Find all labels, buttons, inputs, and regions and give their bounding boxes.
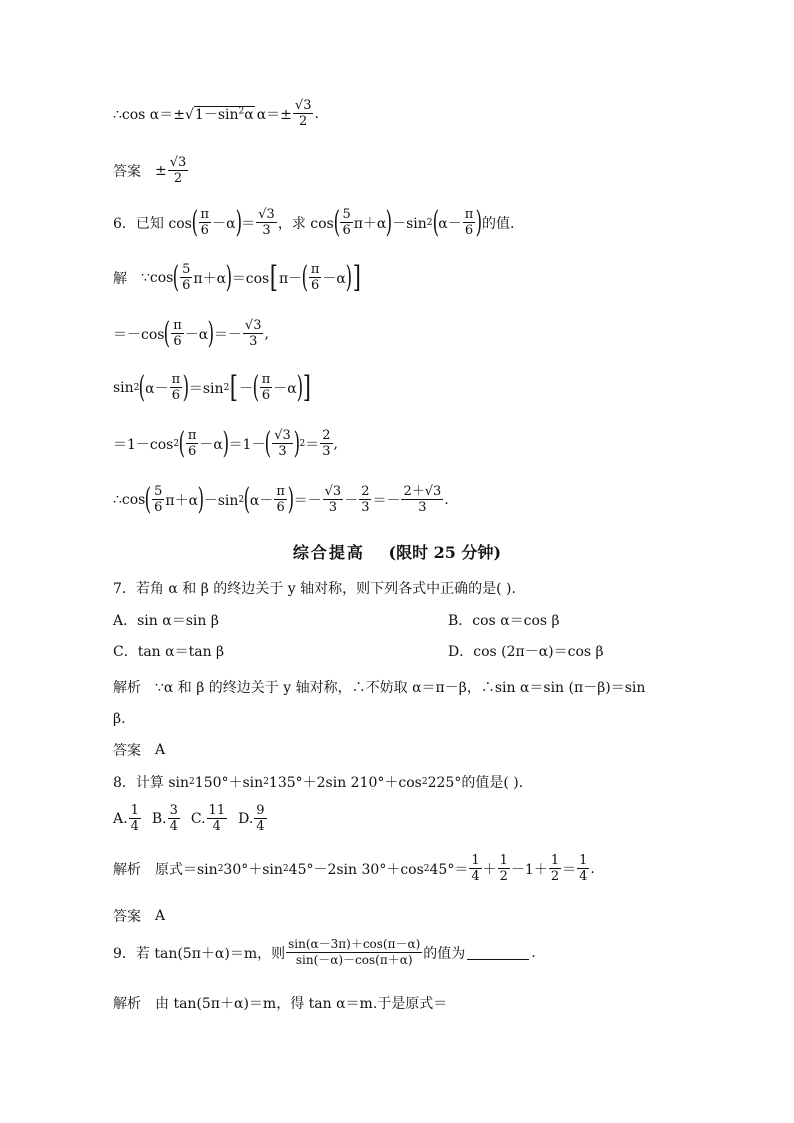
answer-label: 答案 (113, 909, 141, 925)
text: －α (184, 326, 209, 343)
analysis-7 (113, 677, 645, 697)
paren: ( (243, 481, 251, 517)
fraction (293, 98, 314, 129)
numerator: 5 (182, 262, 191, 277)
denominator: 4 (130, 819, 139, 834)
text: . (444, 491, 449, 508)
denominator: 2 (499, 869, 508, 884)
text: ＝ (562, 861, 577, 878)
text: α＝± (256, 106, 292, 123)
option-a-label: A. (113, 810, 128, 827)
numerator: 2＋√3 (403, 484, 442, 499)
superscript: 2 (223, 382, 230, 393)
denominator: 6 (261, 388, 271, 403)
text: π－ (278, 270, 303, 287)
denominator: 6 (200, 223, 209, 238)
fraction (180, 262, 192, 293)
superscript: 2 (133, 382, 140, 393)
text: π＋α (165, 492, 199, 509)
sqrt-expr: $√1-\sin^2\alpha$ (185, 105, 254, 123)
text: π＋α (193, 270, 227, 287)
denominator: 3 (249, 334, 258, 349)
text: ＝1－cos (113, 436, 174, 453)
text: －sin (203, 492, 239, 509)
superscript: 2 (421, 777, 428, 787)
fraction (309, 262, 322, 293)
numerator: π (464, 207, 474, 222)
paren: ) (296, 369, 303, 405)
answer-label: 答案 (113, 743, 141, 759)
text: － (239, 380, 254, 397)
fraction (186, 428, 199, 459)
text: 225°的值是( ). (427, 775, 524, 791)
denominator: 3 (278, 444, 287, 459)
fraction (340, 207, 352, 238)
analysis-text: ∵α 和 β 的终边关于 y 轴对称，∴不妨取 α＝π－β，∴sin α＝sin (π－β)＝sin (155, 680, 646, 696)
denominator: 4 (256, 819, 265, 834)
numerator: π (173, 318, 182, 333)
numerator: √3 (244, 318, 262, 333)
paren: ) (222, 425, 229, 461)
analysis-8 (113, 853, 595, 884)
superscript: 2 (426, 217, 433, 228)
paren: ) (293, 425, 300, 461)
numerator: 9 (256, 803, 265, 818)
paren: ( (173, 259, 180, 295)
text: π＋α (353, 215, 387, 232)
paren: ) (287, 481, 294, 517)
text: －α (273, 380, 297, 397)
text: 9．若 tan(5π＋α)＝m，则 (113, 945, 286, 962)
numerator: 1 (499, 853, 508, 868)
text: 的值为 (423, 945, 466, 962)
numerator: 3 (169, 803, 178, 818)
numerator: π (276, 484, 285, 499)
answer-label: 答案 (113, 163, 141, 180)
denominator: 2 (173, 171, 183, 186)
numerator: 2 (361, 484, 370, 499)
paren: ) (386, 204, 393, 240)
text: , (264, 325, 269, 342)
fraction (320, 428, 332, 459)
fraction (243, 318, 264, 349)
denominator: 3 (418, 500, 427, 515)
paren: ) (475, 204, 483, 240)
text: ± (155, 162, 167, 179)
text: ＝－ (213, 326, 242, 343)
line-cos-alpha (113, 98, 319, 129)
paren: ( (139, 369, 146, 405)
text: 30°＋sin (223, 861, 283, 878)
option-b: B．cos α＝cos β (448, 613, 560, 629)
paren: ( (178, 425, 186, 461)
text: －α (322, 270, 346, 287)
text: 45°＝ (429, 861, 469, 878)
paren: ( (333, 204, 340, 240)
question-8-options (113, 803, 268, 834)
period: . (314, 105, 319, 122)
option-d: D．cos (2π－α)＝cos β (448, 644, 604, 660)
text: ＝sin (188, 380, 224, 397)
denominator: sin(－α)－cos(π＋α) (295, 953, 413, 967)
superscript: 2 (299, 438, 306, 449)
text: sin (113, 379, 134, 396)
analysis-text: 由 tan(5π＋α)＝m，得 tan α＝m.于是原式＝ (155, 996, 448, 1012)
text: 的值. (481, 215, 515, 232)
solution-6-line-3 (113, 369, 312, 405)
text: －α (212, 215, 236, 232)
denominator: 2 (299, 114, 308, 129)
text: α－ (438, 215, 462, 232)
text: . (590, 860, 595, 877)
answer-blank[interactable] (467, 945, 529, 960)
solution-6-line-2 (113, 315, 269, 351)
fraction (256, 207, 277, 238)
question-6 (113, 204, 515, 240)
fraction (577, 853, 589, 884)
text: ＝ (305, 436, 320, 453)
numerator: 1 (579, 853, 588, 868)
paren: ( (432, 204, 439, 240)
option-a: A．sin α＝sin β (113, 613, 219, 629)
text: ＝1－ (228, 436, 266, 453)
superscript: 2 (238, 494, 245, 505)
text: －sin (392, 215, 427, 232)
analysis-9 (113, 993, 447, 1013)
paren: ( (191, 204, 198, 240)
option-c-label: C. (190, 810, 206, 827)
text: ＝－cos (113, 326, 165, 343)
analysis-label: 解析 (113, 680, 141, 696)
bracket: ] (352, 259, 361, 295)
question-7 (113, 578, 516, 598)
fraction (199, 207, 212, 238)
option-c: C．tan α＝tan β (113, 644, 225, 660)
text: － (344, 492, 359, 509)
denominator: 4 (169, 819, 178, 834)
solution-6-line-5 (113, 481, 449, 517)
numerator: √3 (274, 428, 291, 443)
text: 135°＋2sin 210°＋cos (268, 775, 422, 791)
numerator: √3 (258, 207, 275, 222)
fraction (168, 155, 189, 186)
fraction (463, 207, 476, 238)
question-9 (113, 937, 536, 968)
text: ∵cos (141, 269, 174, 286)
option-b-label: B. (151, 810, 167, 827)
denominator: 3 (328, 500, 338, 515)
answer-7 (113, 740, 165, 760)
numerator: π (171, 372, 181, 387)
fraction (323, 484, 344, 515)
text: 150°＋sin (194, 775, 264, 791)
text: ＝－ (293, 492, 322, 509)
fraction (129, 803, 141, 834)
analysis-label: 解析 (113, 996, 141, 1012)
fraction (152, 484, 164, 515)
paren: ) (182, 369, 190, 405)
fraction (549, 853, 561, 884)
answer-value: A (155, 742, 166, 758)
text: －α (199, 436, 223, 453)
denominator: 4 (212, 819, 221, 834)
paren: ( (265, 425, 272, 461)
analysis-label: 解析 (113, 861, 141, 878)
text: ∴cos α＝± (113, 106, 185, 123)
superscript: 2 (282, 863, 289, 874)
denominator: 4 (579, 869, 588, 884)
paren: ) (235, 204, 242, 240)
text: 原式＝sin (155, 861, 218, 878)
text: ＋ (482, 861, 497, 878)
radicand: 1－sin (194, 106, 239, 123)
fraction (401, 484, 443, 515)
denominator: 3 (322, 444, 331, 459)
solution-6-line-1 (113, 259, 361, 295)
denominator: 6 (154, 500, 163, 515)
paren: ( (252, 369, 260, 405)
text: ＝－ (372, 492, 401, 509)
text: , (333, 435, 338, 452)
denominator: 2 (550, 869, 560, 884)
denominator: 6 (310, 278, 320, 293)
paren: ) (197, 481, 205, 517)
numerator: 5 (154, 484, 163, 499)
section-time: (限时 25 分钟) (388, 543, 502, 562)
text: 8．计算 sin (113, 775, 190, 791)
denominator: 3 (262, 223, 271, 238)
numerator: √3 (169, 155, 187, 170)
denominator: 6 (342, 223, 351, 238)
section-heading (0, 540, 794, 563)
bracket: ] (303, 369, 312, 405)
denominator: 4 (471, 869, 480, 884)
numerator: 1 (130, 803, 139, 818)
fraction (254, 803, 266, 834)
option-d-label: D. (238, 810, 254, 827)
numerator: 1 (471, 853, 480, 868)
analysis-text: β. (113, 711, 126, 727)
denominator: 6 (171, 388, 181, 403)
denominator: 6 (464, 223, 474, 238)
text: ，求 cos (277, 215, 334, 232)
fraction (274, 484, 287, 515)
numerator: √3 (324, 484, 342, 499)
numerator: π (187, 428, 197, 443)
superscript: 2 (189, 777, 195, 787)
denominator: 6 (182, 278, 191, 293)
denominator: 6 (173, 334, 182, 349)
superscript: 2 (238, 105, 245, 116)
answer-8 (113, 906, 165, 926)
fraction (207, 803, 228, 834)
question-stem: 7．若角 α 和 β 的终边关于 y 轴对称，则下列各式中正确的是( ). (113, 581, 516, 597)
paren: ) (207, 315, 215, 351)
numerator: sin(α－3π)＋cos(π－α) (288, 937, 421, 951)
text: 6．已知 cos (113, 215, 192, 232)
fraction (170, 372, 183, 403)
paren: ) (225, 259, 233, 295)
text: ＝cos (231, 270, 270, 287)
superscript: 2 (263, 777, 269, 787)
paren: ( (164, 315, 171, 351)
numerator: π (200, 207, 210, 222)
denominator: 6 (187, 444, 197, 459)
numerator: 5 (342, 207, 351, 222)
solution-6-line-4 (113, 425, 338, 461)
text: －1＋ (510, 861, 548, 878)
numerator: 2 (322, 428, 331, 443)
superscript: 2 (173, 438, 180, 449)
fraction (286, 937, 422, 968)
fraction (498, 853, 510, 884)
fraction (171, 318, 184, 349)
answer-value: A (155, 908, 166, 924)
denominator: 6 (276, 500, 285, 515)
answer-line (113, 155, 189, 186)
numerator: √3 (294, 98, 312, 113)
numerator: 1 (550, 853, 560, 868)
analysis-7-cont (113, 711, 126, 727)
text: ＝ (241, 215, 256, 232)
text: 45°－2sin 30°＋cos (288, 861, 424, 878)
fraction (260, 372, 273, 403)
fraction (168, 803, 180, 834)
fraction (359, 484, 371, 515)
text: α－ (145, 380, 169, 397)
superscript: 2 (423, 863, 430, 874)
paren: ) (345, 259, 352, 295)
paren: ( (145, 481, 152, 517)
text: α－ (249, 492, 274, 509)
bracket: [ (269, 259, 279, 295)
denominator: 3 (361, 500, 370, 515)
numerator: π (261, 372, 271, 387)
section-title: 综合提高 (292, 543, 365, 562)
question-8 (113, 772, 523, 792)
numerator: π (310, 262, 320, 277)
superscript: 2 (217, 863, 224, 874)
fraction (272, 428, 293, 459)
fraction (469, 853, 481, 884)
paren: ( (301, 259, 309, 295)
text: . (531, 944, 536, 961)
solution-label: 解 (113, 270, 127, 287)
bracket: [ (230, 369, 239, 405)
text: ∴cos (113, 491, 146, 508)
numerator: 11 (208, 803, 226, 818)
